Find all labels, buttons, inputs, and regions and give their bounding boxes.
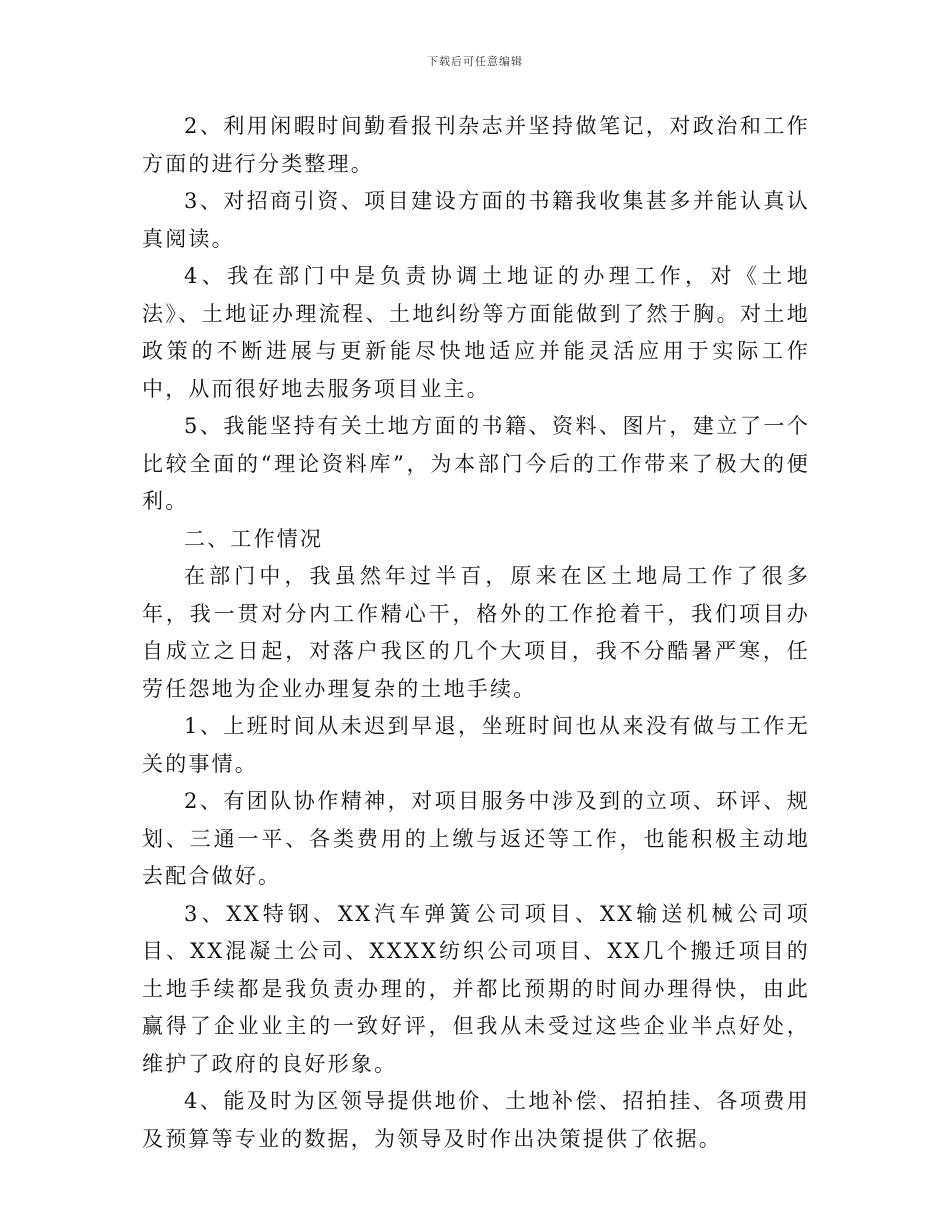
document-body	[142, 108, 810, 1158]
section-heading-work: 二、工作情况	[184, 526, 324, 551]
page-header: 下载后可任意编辑	[427, 55, 523, 68]
paragraph-teamwork: 2、有团队协作精神，对项目服务中涉及到的立项、环评、规划、三通一平、各类费用的上缴与返还等工作，也能积极主动地去配合做好。	[142, 789, 810, 888]
paragraph-theory-library: 5、我能坚持有关土地方面的书籍、资料、图片，建立了一个比较全面的“理论资料库”，为本部门今后的工作带来了极大的便利。	[142, 414, 810, 513]
paragraph-study-notes: 2、利用闲暇时间勤看报刊杂志并坚持做笔记，对政治和工作方面的进行分类整理。	[142, 114, 810, 176]
paragraph-attendance: 1、上班时间从未迟到早退，坐班时间也从来没有做与工作无关的事情。	[142, 714, 810, 776]
paragraph-work-overview: 在部门中，我虽然年过半百，原来在区土地局工作了很多年，我一贯对分内工作精心干，格外的工作抢着干，我们项目办自成立之日起，对落户我区的几个大项目，我不分酷暑严寒，任劳任怨地为企业办理复杂的土地手续。	[142, 564, 810, 701]
paragraph-land-certificate: 4、我在部门中是负责协调土地证的办理工作，对《土地法》、土地证办理流程、土地纠纷等方面能做到了然于胸。对土地政策的不断进展与更新能尽快地适应并能灵活应用于实际工作中，从而很好地去服务项目业主。	[142, 264, 810, 401]
paragraph-data-support: 4、能及时为区领导提供地价、土地补偿、招拍挂、各项费用及预算等专业的数据，为领导及时作出决策提供了依据。	[142, 1089, 810, 1151]
paragraph-projects: 3、XX特钢、XX汽车弹簧公司项目、XX输送机械公司项目、XX混凝土公司、XXXX纺织公司项目、XX几个搬迁项目的土地手续都是我负责办理的，并都比预期的时间办理得快，由此赢得了企业业主的一致好评，但我从未受过这些企业半点好处，维护了政府的良好形象。	[142, 901, 810, 1076]
paragraph-investment-books: 3、对招商引资、项目建设方面的书籍我收集甚多并能认真认真阅读。	[142, 189, 810, 251]
